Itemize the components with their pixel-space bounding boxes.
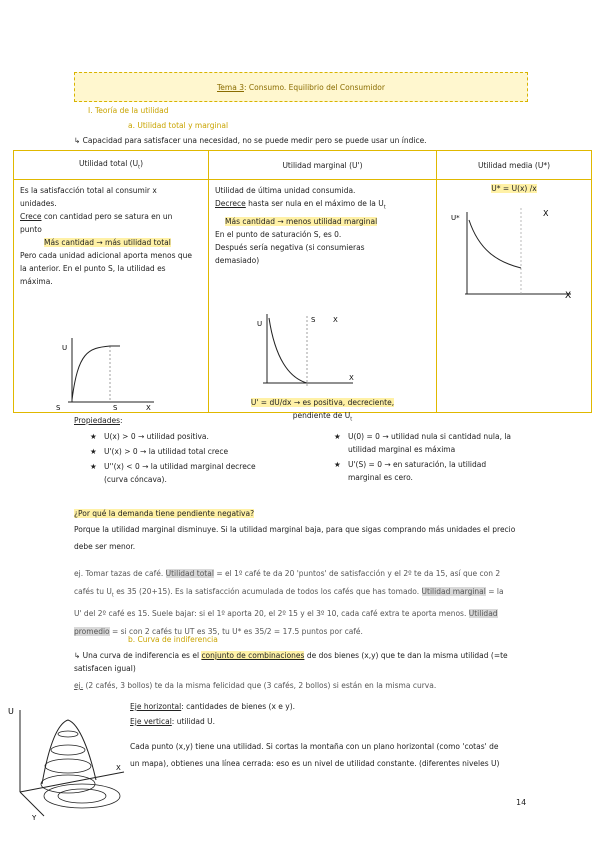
- cell-average-utility: [437, 180, 592, 413]
- cell-total-utility: [14, 180, 209, 413]
- star-icon: ★: [90, 432, 97, 441]
- marginal-x-label-top: X: [333, 316, 338, 324]
- total-s0-label: S: [56, 404, 61, 412]
- definition-line: ↳ Capacidad para satisfacer una necesidad, no se puede medir pero se puede usar un índice.: [74, 136, 427, 145]
- total-s-label: S: [113, 404, 118, 412]
- marginal-utility-curve: [269, 318, 307, 383]
- total-utility-curve: [72, 346, 120, 400]
- subsection-heading-b: b. Curva de indiferencia: [128, 635, 218, 644]
- header-marginal-utility: Utilidad marginal (U'): [209, 151, 437, 180]
- mountain-outline: [42, 720, 96, 784]
- average-u-label: U*: [451, 214, 460, 222]
- properties-right: ★ U(0) = 0 → utilidad nula si cantidad nula, la utilidad marginal es máxima ★ U'(S) = 0 → en saturación, la utilidad marginal es cero.: [334, 432, 512, 482]
- mountain-y-label: Y: [32, 814, 37, 822]
- indifference-axes: Eje horizontal: cantidades de bienes (x e y). Eje vertical: utilidad U. Cada punto (x,y) tiene una utilidad. Si cortas la montaña con un plano horizontal (como 'cotas' de un mapa), obtienes una línea cerrada: eso es un nivel de utilidad constante. (diferentes niveles U): [130, 702, 500, 768]
- title-prefix: Tema 3: [217, 82, 244, 92]
- marginal-utility-graph: [249, 308, 369, 390]
- mountain-u-label: U: [8, 707, 14, 716]
- header-total-utility: Utilidad total $(U_t)$: [14, 151, 209, 180]
- answer-line-2: debe ser menor.: [74, 542, 136, 551]
- marginal-x-label: X: [349, 374, 354, 382]
- marginal-line-6: demasiado): [215, 255, 260, 265]
- star-icon: ★: [90, 447, 97, 456]
- average-x-label: X: [565, 291, 572, 301]
- total-highlight: Más cantidad → más utilidad total: [44, 238, 171, 247]
- total-line-2: unidades.: [20, 199, 57, 208]
- total-u-label: U: [62, 344, 68, 352]
- indifference-text: ↳ Una curva de indiferencia es el conjunto de combinaciones de dos bienes (x,y) que te dan la misma utilidad (=te satisfacen igual) ej. (2 cafés, 3 bollos) te da la misma felicidad que (3 cafés, 2 bollos) si están en la misma curva.: [74, 651, 508, 690]
- total-x-label: X: [146, 404, 151, 412]
- marginal-highlight: Más cantidad → menos utilidad marginal: [225, 216, 378, 226]
- marginal-formula: U' = dU/dx → es positiva, decreciente, pendiente de $U_t$: [250, 398, 395, 423]
- properties-title: Propiedades:: [74, 416, 123, 425]
- header-average-utility: Utilidad media (U*): [437, 151, 592, 180]
- title-box: [74, 72, 528, 102]
- average-utility-graph: [443, 198, 583, 306]
- average-utility-curve: [469, 220, 521, 268]
- mountain-y-axis: [20, 792, 44, 816]
- mountain-level-2: [51, 745, 85, 755]
- total-line-1: Es la satisfacción total al consumir x: [20, 186, 157, 195]
- star-icon: ★: [334, 460, 341, 469]
- star-icon: ★: [334, 432, 341, 441]
- total-utility-graph: [54, 332, 174, 412]
- indifference-mountain-graph: [4, 700, 132, 826]
- total-line-7: la anterior. En el punto S, la utilidad es: [20, 264, 166, 273]
- total-line-3: Crece con cantidad pero se satura en un: [20, 212, 173, 221]
- star-icon: ★: [90, 462, 97, 471]
- mountain-level-3: [45, 759, 91, 773]
- average-x-label-top: X: [543, 209, 549, 218]
- contour-projection-inner: [58, 789, 106, 803]
- contour-projection-outer: [44, 784, 120, 808]
- marginal-line-5: Después sería negativa (si consumieras: [215, 242, 365, 252]
- mountain-x-label: X: [116, 764, 121, 772]
- total-line-4: punto: [20, 225, 42, 234]
- marginal-u-label: U: [257, 320, 263, 328]
- marginal-line-1: Utilidad de última unidad consumida.: [215, 186, 356, 195]
- marginal-line-2: Decrece hasta ser nula en el máximo de la $U_t$: [215, 199, 386, 211]
- title-text: : Consumo. Equilibrio del Consumidor: [243, 82, 385, 92]
- answer-line-1: Porque la utilidad marginal disminuye. Si la utilidad marginal baja, para que sigas comprando más unidades el precio: [74, 525, 516, 534]
- subsection-heading-a: a. Utilidad total y marginal: [128, 121, 229, 130]
- page-number: 14: [516, 798, 527, 807]
- properties-left: ★ U(x) > 0 → utilidad positiva. ★ U'(x) > 0 → la utilidad total crece ★ U''(x) < 0 → la utilidad marginal decrece (curva cóncava).: [90, 432, 256, 484]
- average-formula: U* = U(x) /x: [491, 184, 537, 193]
- cell-marginal-utility: [209, 180, 437, 423]
- total-line-6: Pero cada unidad adicional aporta menos que: [20, 251, 192, 260]
- mountain-level-1: [58, 731, 78, 737]
- marginal-s-label: S: [311, 316, 316, 324]
- coffee-example: ej. Tomar tazas de café. Utilidad total = el 1º café te da 20 'puntos' de satisfacción y el 2º te da 15, así que con 2 cafés tu $U_t$ es 35 (20+15). Es la satisfacción acumulada de todos los cafés que has tomado. Utilidad marginal = la U' del 2º café es 15. Suele bajar: si el 1º aporta 20, el 2º 15 y el 3º 10, cada café extra te aporta menos. Utilidad promedio = si con 2 cafés tu UT es 35, tu U* es 35/2 = 17.5 puntos por café.: [74, 569, 504, 636]
- total-line-8: máxima.: [20, 277, 53, 286]
- marginal-line-4: En el punto de saturación S, es 0.: [215, 229, 342, 239]
- question: ¿Por qué la demanda tiene pendiente negativa?: [74, 509, 255, 518]
- section-heading-1: I. Teoría de la utilidad: [88, 106, 169, 115]
